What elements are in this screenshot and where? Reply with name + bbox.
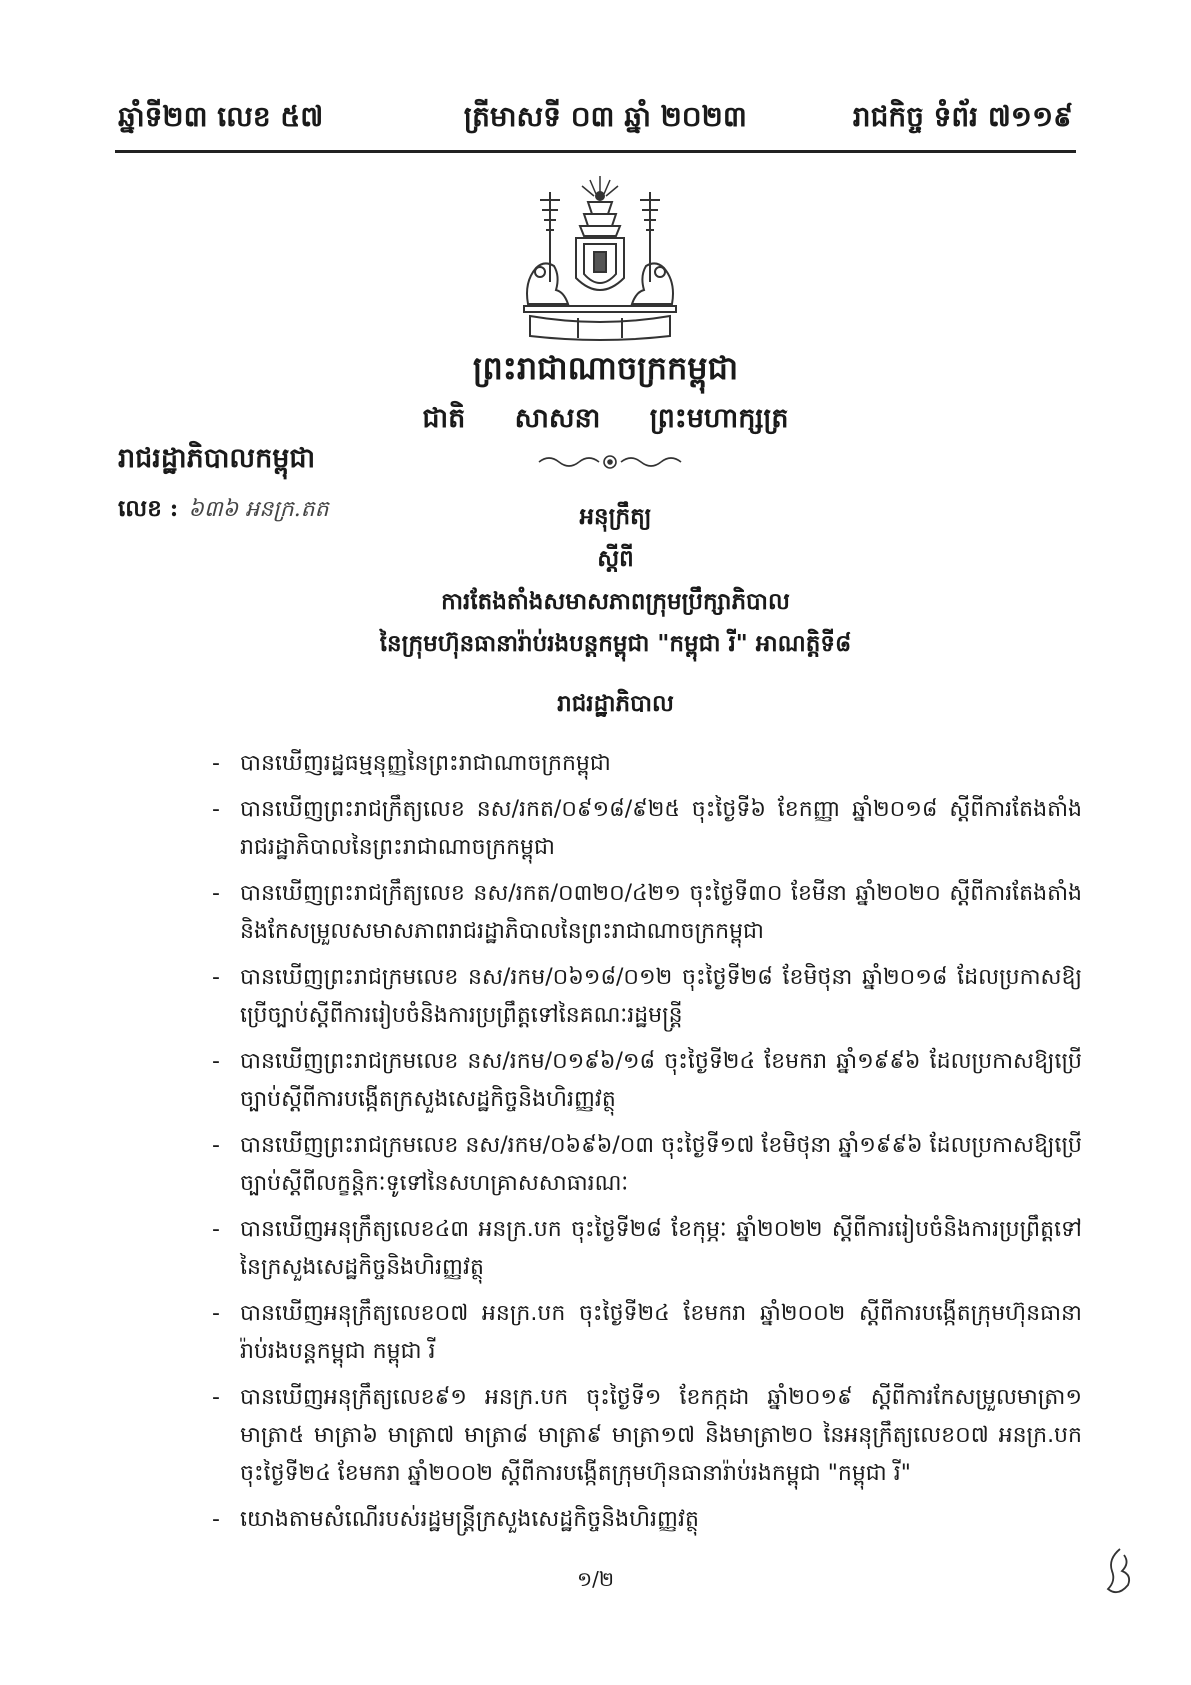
- clause-item: - បានឃើញរដ្ឋធម្មនុញ្ញនៃព្រះរាជាណាចក្រកម្ពុជា: [212, 745, 1082, 783]
- clause-item: - បានឃើញព្រះរាជក្រឹត្យលេខ នស/រកត/០៣២០/៤២១ ចុះថ្ងៃទី៣០ ខែមីនា ឆ្នាំ២០២០ ស្តីពីការតែងតាំងនិងកែសម្រួលសមាសភាពរាជរដ្ឋាភិបាលនៃព្រះរាជាណាចក្រកម្ពុជា: [212, 875, 1082, 951]
- clause-item: - បានឃើញព្រះរាជក្រឹត្យលេខ នស/រកត/០៩១៨/៩២៥ ចុះថ្ងៃទី៦ ខែកញ្ញា ឆ្នាំ២០១៨ ស្តីពីការតែងតាំងរាជរដ្ឋាភិបាលនៃព្រះរាជាណាចក្រកម្ពុជា: [212, 791, 1082, 867]
- header-divider: [115, 150, 1076, 153]
- government-name: រាជរដ្ឋាភិបាលកម្ពុជា: [118, 443, 316, 474]
- clause-item: - បានឃើញអនុក្រឹត្យលេខ០៧ អនក្រ.បក ចុះថ្ងៃទី២៤ ខែមករា ឆ្នាំ២០០២ ស្តីពីការបង្កើតក្រុមហ៊ុនធានារ៉ាប់រងបន្តកម្ពុជា កម្ពុជា រី: [212, 1295, 1082, 1371]
- clause-item: - បានឃើញព្រះរាជក្រមលេខ នស/រកម/០៦៩៦/០៣ ចុះថ្ងៃទី១៧ ខែមិថុនា ឆ្នាំ១៩៩៦ ដែលប្រកាសឱ្យប្រើច្បាប់ស្តីពីលក្ខន្តិកៈទូទៅនៃសហគ្រាសសាធារណៈ: [212, 1127, 1082, 1203]
- clause-item: - បានឃើញអនុក្រឹត្យលេខ៤៣ អនក្រ.បក ចុះថ្ងៃទី២៨ ខែកុម្ភៈ ឆ្នាំ២០២២ ស្តីពីការរៀបចំនិងការប្រព្រឹត្តទៅនៃក្រសួងសេដ្ឋកិច្ចនិងហិរញ្ញវត្ថុ: [212, 1211, 1082, 1287]
- kingdom-title: ព្រះរាជាណាចក្រកម្ពុជា: [472, 349, 739, 387]
- document-type: អនុក្រឹត្យ: [579, 503, 652, 530]
- whereas-clauses: [212, 745, 1082, 1547]
- document-issuer: រាជរដ្ឋាភិបាល: [557, 690, 674, 717]
- header-page: រាជកិច្ច ទំព័រ ៧១១៩: [852, 100, 1073, 133]
- reference-label: លេខ :: [118, 495, 179, 522]
- gazette-header: [118, 92, 1073, 140]
- national-motto: ជាតិ សាសនា ព្រះមហាក្សត្រ: [422, 403, 789, 434]
- clause-item: - បានឃើញព្រះរាជក្រមលេខ នស/រកម/០៦១៨/០១២ ចុះថ្ងៃទី២៨ ខែមិថុនា ឆ្នាំ២០១៨ ដែលប្រកាសឱ្យប្រើច្បាប់ស្តីពីការរៀបចំនិងការប្រព្រឹត្តទៅនៃគណៈរដ្ឋមន្ត្រី: [212, 959, 1082, 1035]
- clause-item: - យោងតាមសំណើរបស់រដ្ឋមន្ត្រីក្រសួងសេដ្ឋកិច្ចនិងហិរញ្ញវត្ថុ: [212, 1501, 1082, 1539]
- document-subject-line1: ការតែងតាំងសមាសភាពក្រុមប្រឹក្សាភិបាល: [441, 588, 790, 615]
- reference-value: ៦៣៦ អនក្រ.តត: [188, 497, 329, 522]
- ornament-divider-icon: [535, 450, 685, 474]
- royal-emblem-icon: [510, 172, 690, 342]
- clause-item: - បានឃើញអនុក្រឹត្យលេខ៩១ អនក្រ.បក ចុះថ្ងៃទី១ ខែកក្កដា ឆ្នាំ២០១៩ ស្តីពីការកែសម្រួលមាត្រា១ មាត្រា៥ មាត្រា៦ មាត្រា៧ មាត្រា៨ មាត្រា៩ មាត្រា១៧ និងមាត្រា២០ នៃអនុក្រឹត្យលេខ០៧ អនក្រ.បក ចុះថ្ងៃទី២៤ ខែមករា ឆ្នាំ២០០២ ស្តីពីការបង្កើតក្រុមហ៊ុនធានារ៉ាប់រងកម្ពុជា "កម្ពុជា រី": [212, 1379, 1082, 1493]
- page-number: ១/២: [576, 1567, 614, 1591]
- clause-item: - បានឃើញព្រះរាជក្រមលេខ នស/រកម/០១៩៦/១៨ ចុះថ្ងៃទី២៤ ខែមករា ឆ្នាំ១៩៩៦ ដែលប្រកាសឱ្យប្រើច្បាប់ស្តីពីការបង្កើតក្រសួងសេដ្ឋកិច្ចនិងហិរញ្ញវត្ថុ: [212, 1043, 1082, 1119]
- document-concerning: ស្តីពី: [597, 545, 634, 572]
- header-quarter: ត្រីមាសទី ០៣ ឆ្នាំ ២០២៣: [463, 100, 747, 133]
- header-issue: ឆ្នាំទី២៣ លេខ ៥៧: [118, 100, 324, 133]
- signature-initials-icon: [1098, 1545, 1138, 1600]
- document-subject-line2: នៃក្រុមហ៊ុនធានារ៉ាប់រងបន្តកម្ពុជា "កម្ពុជា រី" អាណត្តិទី៨: [379, 630, 852, 657]
